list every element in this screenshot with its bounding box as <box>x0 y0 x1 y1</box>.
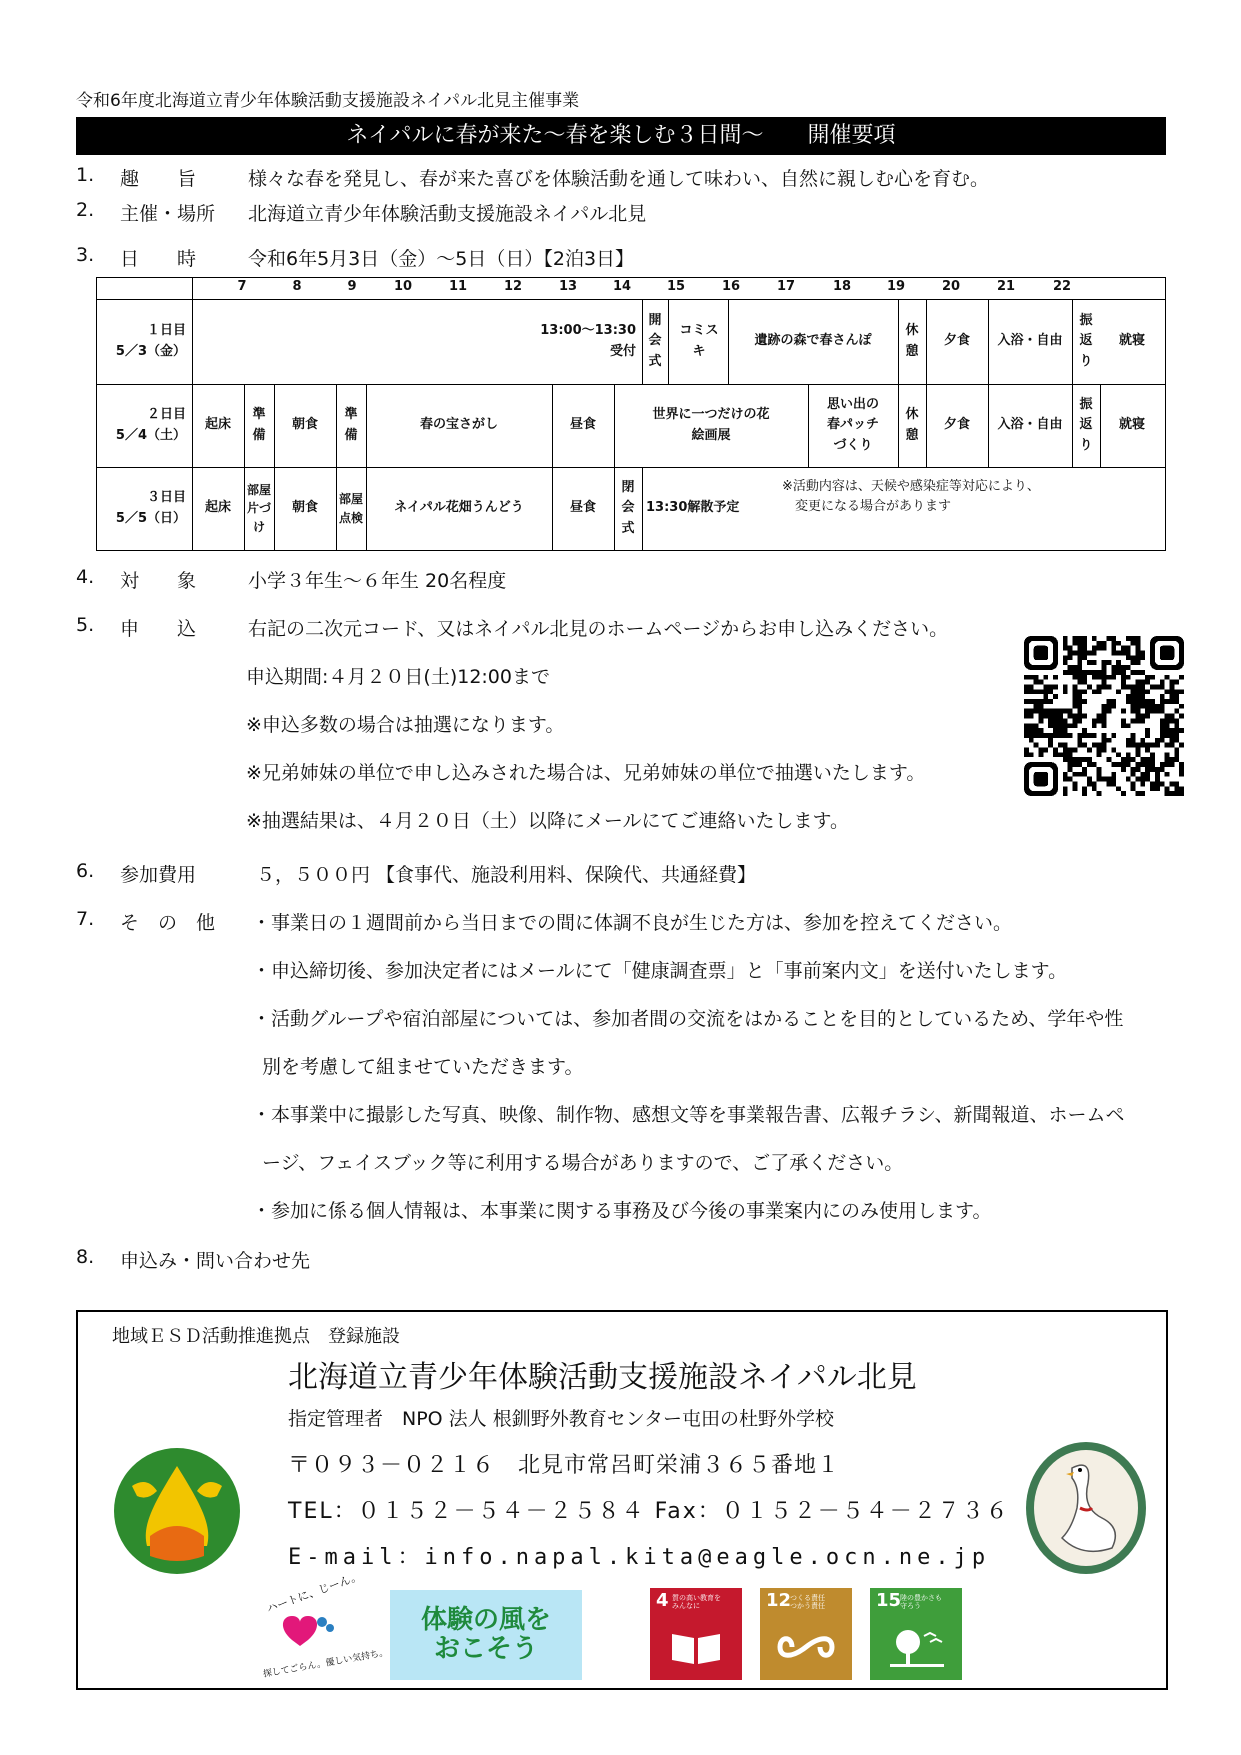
day2-sleep: 就寝 <box>1118 417 1145 433</box>
apply-note-result: ※抽選結果は、４月２０日（土）以降にメールにてご連絡いたします。 <box>246 810 850 832</box>
day3-closing: 閉 会 式 <box>621 480 635 536</box>
other-note-2b: 別を考慮して組ませていただきます。 <box>262 1056 584 1078</box>
day2-review: 振 返 り <box>1079 397 1093 453</box>
day2-bath: 入浴・自由 <box>997 417 1063 433</box>
hour-label: 11 <box>448 279 468 294</box>
apply-note-siblings: ※兄弟姉妹の単位で申し込みされた場合は、兄弟姉妹の単位で抽選いたします。 <box>246 762 926 784</box>
hour-label: 12 <box>503 279 523 294</box>
day3-cleanup: 部屋 片づ け <box>246 482 271 534</box>
day2-label: ２日目 5／4（土） <box>115 407 186 443</box>
day2-prep2: 準 備 <box>344 407 358 443</box>
other-note-2: ・活動グループや宿泊部屋については、参加者間の交流をはかることを目的としているため、学年や性 <box>252 1008 1124 1030</box>
apply-note-lottery: ※申込多数の場合は抽選になります。 <box>246 714 565 736</box>
hour-label: 8 <box>292 279 302 294</box>
other-note-3: ・本事業中に撮影した写真、映像、制作物、感想文等を事業報告書、広報チラシ、新聞報道、ホームペ <box>252 1104 1125 1126</box>
hour-label: 14 <box>612 279 632 294</box>
nature-emblem-logo <box>112 1446 242 1576</box>
taiken-wind-logo: 体験の風を おこそう <box>390 1590 582 1680</box>
day3-lunch: 昼食 <box>569 500 596 516</box>
day1-label: １日目 5／3（金） <box>115 323 186 359</box>
tree-icon <box>888 1624 946 1672</box>
day1-opening: 開 会 式 <box>648 313 662 369</box>
day2-prep1: 準 備 <box>252 407 266 443</box>
hour-label: 20 <box>941 279 961 294</box>
hour-label: 21 <box>996 279 1016 294</box>
qr-code[interactable] <box>1024 636 1184 796</box>
hour-label: 17 <box>776 279 796 294</box>
hour-label: 7 <box>237 279 247 294</box>
sdg4-icon: 4 質の高い教育を みんなに <box>650 1588 742 1680</box>
apply-period: 申込期間:４月２０日(土)12:00まで <box>246 666 550 688</box>
email[interactable]: E-mail：info.napal.kita@eagle.ocn.ne.jp <box>288 1545 991 1570</box>
book-icon <box>668 1628 724 1668</box>
dinosaur-icon <box>1087 694 1121 733</box>
day2-dinner: 夕食 <box>943 417 970 433</box>
day1-walk: 遺跡の森で春さんぽ <box>754 333 872 349</box>
other-note-4: ・参加に係る個人情報は、本事業に関する事務及び今後の事業案内にのみ使用します。 <box>252 1200 992 1222</box>
infinity-icon <box>776 1630 836 1664</box>
day2-painting: 世界に一つだけの花 絵画展 <box>652 407 770 443</box>
day2-treasure-hunt: 春の宝さがし <box>419 417 498 433</box>
esd-badge: 地域ＥＳＤ活動推進拠点 登録施設 <box>112 1326 400 1347</box>
hour-label: 16 <box>721 279 741 294</box>
facility-name: 北海道立青少年体験活動支援施設ネイパル北見 <box>288 1360 917 1395</box>
day3-label: ３日目 5／5（日） <box>115 490 186 526</box>
day2-patch: 思い出の 春パッチ づくり <box>826 397 879 453</box>
document-title: ネイパルに春が来た～春を楽しむ３日間～ 開催要項 <box>76 117 1166 155</box>
day1-dinner: 夕食 <box>943 333 970 349</box>
schedule-note: ※活動内容は、天候や感染症等対応により、 変更になる場合があります <box>782 479 1040 515</box>
day2-breakfast: 朝食 <box>291 417 318 433</box>
hour-label: 9 <box>347 279 357 294</box>
manager: 指定管理者 NPO 法人 根釧野外教育センター屯田の杜野外学校 <box>288 1408 834 1430</box>
day1-comisuki: コミス キ <box>679 323 719 359</box>
day1-bath: 入浴・自由 <box>997 333 1063 349</box>
day2-lunch: 昼食 <box>569 417 596 433</box>
schedule-table <box>96 277 1166 551</box>
day3-wakeup: 起床 <box>204 500 231 516</box>
hour-label: 10 <box>393 279 413 294</box>
address: 〒０９３－０２１６ 北見市常呂町栄浦３６５番地１ <box>288 1453 841 1478</box>
day1-reception: 13:00～13:30 受付 <box>540 323 636 359</box>
sdg12-icon: 12 つくる責任 つかう責任 <box>760 1588 852 1680</box>
day3-field-day: ネイパル花畑うんどう <box>394 500 524 516</box>
other-note-3b: ージ、フェイスブック等に利用する場合がありますので、ご了承ください。 <box>262 1152 904 1174</box>
swan-emblem-logo <box>1022 1438 1150 1578</box>
heart-icon <box>278 1610 334 1650</box>
contact-box <box>76 1310 1168 1690</box>
day1-sleep: 就寝 <box>1118 333 1145 349</box>
telephone: TEL：０１５２－５４－２５８４ Fax：０１５２－５４－２７３６ <box>288 1499 1010 1524</box>
day3-inspection: 部屋 点検 <box>338 491 363 525</box>
day1-review: 振 返 り <box>1079 313 1093 369</box>
hour-label: 19 <box>886 279 906 294</box>
hour-label: 13 <box>558 279 578 294</box>
heart-campaign-logo: ハートに、じーん。 探してごらん。優しい気持ち。 <box>262 1569 389 1680</box>
header-text: 令和6年度北海道立青少年体験活動支援施設ネイパル北見主催事業 <box>76 91 580 111</box>
hour-label: 22 <box>1052 279 1072 294</box>
day1-rest: 休 憩 <box>905 323 919 359</box>
day2-rest: 休 憩 <box>905 407 919 443</box>
hour-label: 18 <box>832 279 852 294</box>
day2-wakeup: 起床 <box>204 417 231 433</box>
day3-breakfast: 朝食 <box>291 500 318 516</box>
day3-dismissal: 13:30解散予定 <box>646 500 740 516</box>
hour-label: 15 <box>666 279 686 294</box>
other-note-1: ・申込締切後、参加決定者にはメールにて「健康調査票」と「事前案内文」を送付いたします。 <box>252 960 1068 982</box>
sdg15-icon: 15 陸の豊かさも 守ろう <box>870 1588 962 1680</box>
